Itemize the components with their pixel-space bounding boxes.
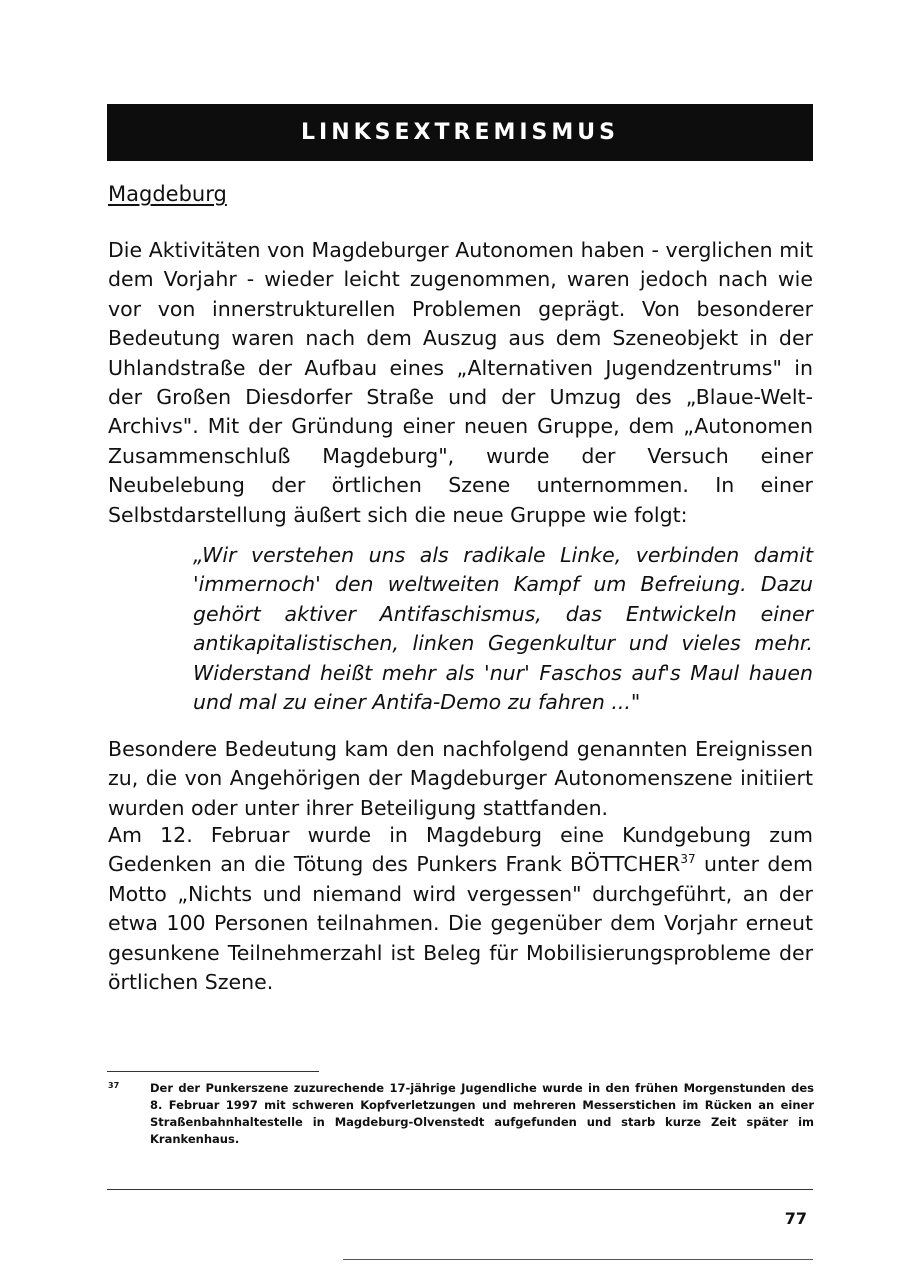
footnote (108, 1080, 814, 1148)
block-quote: „Wir verstehen uns als radikale Linke, verbinden damit 'immernoch' den weltweiten Kampf um Befreiung. Dazu gehört aktiver Antifaschismus, das Entwickeln einer antikapitalistischen, linken Gegenkultur und vieles mehr. Widerstand heißt mehr als 'nur' Faschos auf's Maul hauen und mal zu einer Antifa-Demo zu fahren ..." (193, 543, 813, 715)
paragraph-kundgebung-part1: Am 12. Februar wurde in Magdeburg eine Kundgebung zum Gedenken an die Tötung des Punkers Frank BÖTTCHER (108, 823, 813, 877)
footnote-mark: 37 (108, 1081, 120, 1090)
chapter-title: LINKSEXTREMISMUS (301, 120, 619, 145)
paragraph-events: Besondere Bedeutung kam den nachfolgend genannten Ereignissen zu, die von Angehörigen der Magdeburger Autonomenszene initiiert wurden oder unter ihrer Beteiligung stattfanden. (108, 737, 813, 820)
footnote-text: Der der Punkerszene zuzurechende 17-jährige Jugendliche wurde in den frühen Morgenstunden des 8. Februar 1997 mit schweren Kopfverletzungen und mehreren Messerstichen im Rücken an einer Straßenbahnhaltestelle in Magdeburg-Olvenstedt aufgefunden und starb kurze Zeit später im Krankenhaus. (150, 1081, 814, 1146)
lower-divider (343, 1259, 813, 1260)
paragraph-intro: Die Aktivitäten von Magdeburger Autonomen haben - verglichen mit dem Vorjahr - wieder leicht zugenommen, waren jedoch nach wie vor von innerstrukturellen Problemen geprägt. Von besonderer Bedeutung waren nach dem Auszug aus dem Szeneobjekt in der Uhlandstraße der Aufbau eines „Alternativen Jugendzentrums" in der Großen Diesdorfer Straße und der Umzug des „Blaue-Welt-Archivs". Mit der Gründung einer neuen Gruppe, dem „Autonomen Zusammenschluß Magdeburg", wurde der Versuch einer Neubelebung der örtlichen Szene unternommen. In einer Selbstdarstellung äußert sich die neue Gruppe wie folgt: (108, 238, 813, 527)
section-heading: Magdeburg (108, 182, 227, 206)
footnote-divider (107, 1071, 319, 1072)
paragraph-kundgebung (108, 821, 813, 997)
bottom-divider (107, 1189, 813, 1190)
chapter-header-bar (107, 104, 813, 161)
paragraph-kundgebung-part2: unter dem Motto „Nichts und niemand wird vergessen" durchgeführt, an der etwa 100 Personen teilnahmen. Die gegenüber dem Vorjahr erneut gesunkene Teilnehmerzahl ist Beleg für Mobilisierungsprobleme der örtlichen Szene. (108, 852, 813, 995)
footnote-reference: 37 (680, 852, 696, 867)
page-number: 77 (784, 1209, 807, 1228)
